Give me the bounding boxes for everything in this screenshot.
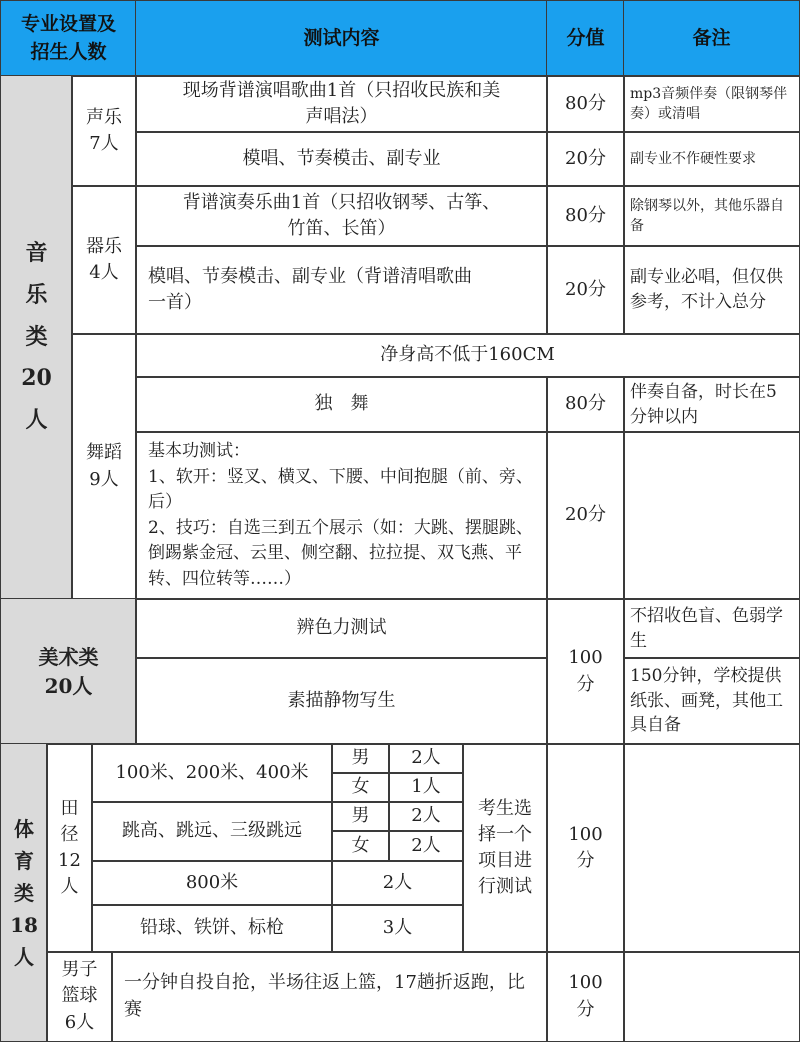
vocal-note-1: mp3音频伴奏（限钢琴伴奏）或清唱 bbox=[623, 75, 800, 133]
track-jump-female-count: 2人 bbox=[388, 830, 464, 862]
dance-basic-note bbox=[623, 431, 800, 600]
dance-label: 舞蹈 9人 bbox=[71, 333, 137, 600]
track-jump: 跳高、跳远、三级跳远 bbox=[91, 801, 333, 862]
track-score: 100 分 bbox=[546, 743, 625, 953]
vocal-score-2: 20分 bbox=[546, 131, 625, 187]
vocal-content-1: 现场背谱演唱歌曲1首（只招收民族和美 声唱法） bbox=[135, 75, 548, 133]
header-score: 分值 bbox=[546, 0, 625, 77]
header-test-content: 测试内容 bbox=[135, 0, 548, 77]
track-jump-female: 女 bbox=[331, 830, 390, 862]
instrument-note-1: 除钢琴以外，其他乐器自备 bbox=[623, 185, 800, 247]
instrument-score-1: 80分 bbox=[546, 185, 625, 247]
track-throw: 铅球、铁饼、标枪 bbox=[91, 904, 333, 953]
track-note bbox=[623, 743, 800, 953]
instrument-label: 器乐 4人 bbox=[71, 185, 137, 335]
dance-solo-content: 独 舞 bbox=[135, 376, 548, 433]
art-category: 美术类 20人 bbox=[0, 598, 137, 745]
vocal-label: 声乐 7人 bbox=[71, 75, 137, 187]
art-content-1: 辨色力测试 bbox=[135, 598, 548, 659]
track-sprint-male-count: 2人 bbox=[388, 743, 464, 774]
basketball-note bbox=[623, 951, 800, 1042]
art-score: 100 分 bbox=[546, 598, 625, 745]
track-choice-note: 考生选 择一个 项目进 行测试 bbox=[462, 743, 548, 953]
art-content-2: 素描静物写生 bbox=[135, 657, 548, 745]
music-category: 音 乐 类 20 人 bbox=[0, 75, 73, 600]
track-jump-male: 男 bbox=[331, 801, 390, 832]
instrument-note-2: 副专业必唱，但仅供参考，不计入总分 bbox=[623, 245, 800, 335]
track-throw-count: 3人 bbox=[331, 904, 464, 953]
dance-basic-content: 基本功测试： 1、软开：竖叉、横叉、下腰、中间抱腿（前、旁、后） 2、技巧：自选三到五个展示（如：大跳、摆腿跳、倒踢紫金冠、云里、侧空翻、拉拉提、双飞燕、平转、四位转等……） bbox=[135, 431, 548, 600]
track-800m: 800米 bbox=[91, 860, 333, 906]
basketball-score: 100 分 bbox=[546, 951, 625, 1042]
dance-height-requirement: 净身高不低于160CM bbox=[135, 333, 800, 378]
header-major-count: 专业设置及 招生人数 bbox=[0, 0, 137, 77]
track-sprint-male: 男 bbox=[331, 743, 390, 774]
dance-basic-score: 20分 bbox=[546, 431, 625, 600]
vocal-note-2: 副专业不作硬性要求 bbox=[623, 131, 800, 187]
track-sprint: 100米、200米、400米 bbox=[91, 743, 333, 803]
track-jump-male-count: 2人 bbox=[388, 801, 464, 832]
track-label: 田 径 12 人 bbox=[46, 743, 93, 953]
track-sprint-female: 女 bbox=[331, 772, 390, 803]
track-sprint-female-count: 1人 bbox=[388, 772, 464, 803]
art-note-1: 不招收色盲、色弱学生 bbox=[623, 598, 800, 659]
instrument-score-2: 20分 bbox=[546, 245, 625, 335]
sports-category: 体 育 类 18 人 bbox=[0, 743, 48, 1042]
vocal-content-2: 模唱、节奏模击、副专业 bbox=[135, 131, 548, 187]
dance-solo-score: 80分 bbox=[546, 376, 625, 433]
basketball-content: 一分钟自投自抢，半场往返上篮，17趟折返跑，比赛 bbox=[111, 951, 548, 1042]
header-remarks: 备注 bbox=[623, 0, 800, 77]
track-800m-count: 2人 bbox=[331, 860, 464, 906]
vocal-score-1: 80分 bbox=[546, 75, 625, 133]
art-note-2: 150分钟，学校提供纸张、画凳，其他工具自备 bbox=[623, 657, 800, 745]
instrument-content-2: 模唱、节奏模击、副专业（背谱清唱歌曲 一首） bbox=[135, 245, 548, 335]
basketball-label: 男子 篮球 6人 bbox=[46, 951, 113, 1042]
instrument-content-1: 背谱演奏乐曲1首（只招收钢琴、古筝、 竹笛、长笛） bbox=[135, 185, 548, 247]
dance-solo-note: 伴奏自备，时长在5分钟以内 bbox=[623, 376, 800, 433]
